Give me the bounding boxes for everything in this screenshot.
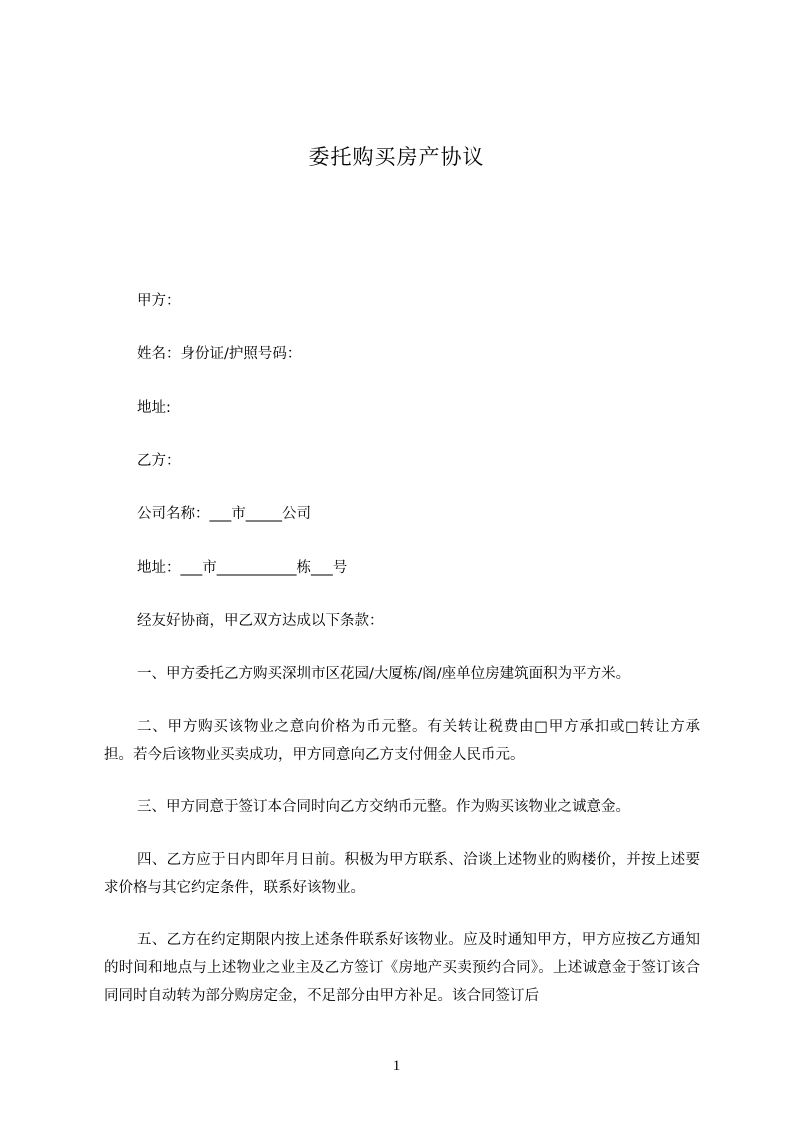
clause-5: 五、乙方在约定期限内按上述条件联系好该物业。应及时通知甲方，甲方应按乙方通知的时间和地点与上述物业之业主及乙方签订《房地产买卖预约合同》。上述诚意金于签订该合同同时自动转为部分购房定金，不足部分由甲方补足。该合同签订后 [104,932,700,1004]
company-line: 公司名称：___市_____公司 [137,506,311,522]
address-b-line: 地址：___市___________栋___号 [137,560,348,576]
clause-2: 二、甲方购买该物业之意向价格为币元整。有关转让税费由□甲方承扣或□转让方承担。若今后该物业买卖成功，甲方同意向乙方支付佣金人民币元。 [104,719,700,763]
preamble: 经友好协商，甲乙双方达成以下条款： [137,613,384,629]
clause-4: 四、乙方应于日内即年月日前。积极为甲方联系、洽谈上述物业的购楼价，并按上述要求价格与其它约定条件，联系好该物业。 [104,852,700,896]
address-a-line: 地址: [137,400,171,416]
clause-3: 三、甲方同意于签订本合同时向乙方交纳币元整。作为购买该物业之诚意金。 [137,799,630,815]
document-title: 委托购买房产协议 [308,145,485,169]
clause-1: 一、甲方委托乙方购买深圳市区花园/大厦栋/阁/座单位房建筑面积为平方米。 [137,666,631,682]
party-a-label: 甲方： [137,293,181,309]
name-id-line: 姓名：身份证/护照号码： [137,346,302,362]
party-b-label: 乙方： [137,453,181,469]
page-number: 1 [392,1058,401,1074]
